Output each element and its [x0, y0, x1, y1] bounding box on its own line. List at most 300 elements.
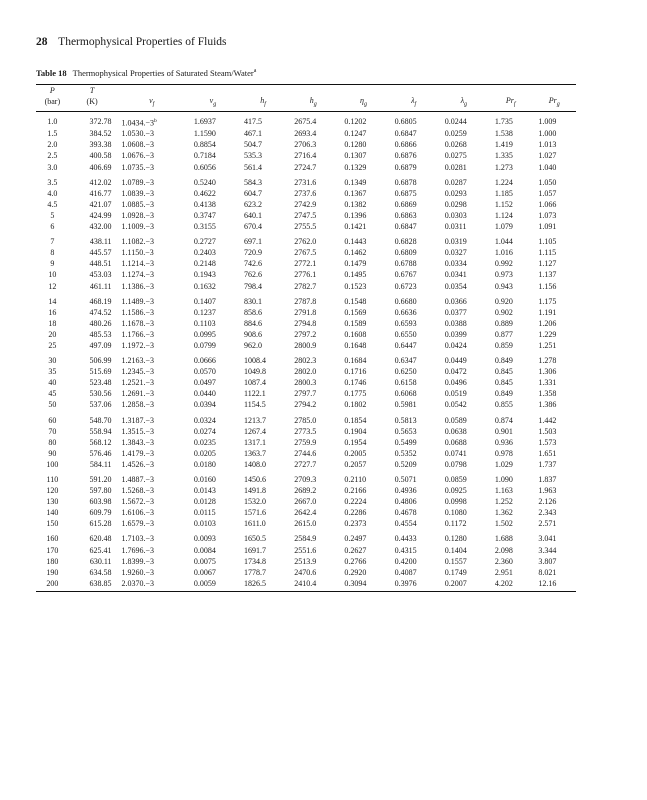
table-cell: 0.1632	[193, 281, 216, 291]
table-row	[36, 529, 576, 544]
table-cell: 2470.6	[294, 567, 317, 577]
table-row	[36, 162, 576, 173]
table-cell: 0.0067	[193, 567, 216, 577]
table-cell: 0.1495	[344, 270, 367, 280]
table-cell: 2767.5	[294, 248, 317, 258]
table-cell: 1571.6	[244, 508, 267, 518]
table-cell: 625.41	[89, 545, 112, 555]
col-pressure-unit: (bar)	[36, 96, 69, 111]
table-cell: 1.009	[538, 117, 557, 127]
table-cell: 4.202	[489, 578, 532, 592]
table-cell: 1450.6	[244, 475, 267, 485]
page-number: 28	[36, 36, 48, 48]
table-cell: 0.0075	[193, 556, 216, 566]
table-row	[36, 399, 576, 410]
table-cell: 0.7184	[193, 151, 216, 161]
table-cell: 1.2521.−3	[121, 378, 155, 388]
table-cell: 2513.9	[294, 556, 317, 566]
table-cell: 1.115	[538, 248, 557, 258]
table-cell: 35	[48, 367, 57, 377]
table-row	[36, 173, 576, 188]
table-cell: 0.2166	[344, 486, 367, 496]
table-cell: 1.0	[47, 117, 58, 127]
table-cell: 160	[46, 534, 59, 544]
table-cell: 2727.7	[294, 459, 317, 469]
table-cell: 2.951	[494, 567, 513, 577]
table-row	[36, 269, 576, 280]
table-cell: 0.1396	[344, 210, 367, 220]
table-cell: 0.0281	[444, 162, 467, 172]
table-cell: 1.1766.−3	[121, 329, 155, 339]
table-cell: 1.362	[494, 508, 513, 518]
first-value-footnote-mark: b	[154, 117, 157, 124]
table-cell: 0.0275	[444, 151, 467, 161]
table-cell: 2642.4	[294, 508, 317, 518]
table-cell: 634.58	[89, 567, 112, 577]
table-cell: 504.7	[244, 140, 263, 150]
table-cell: 400.58	[89, 151, 112, 161]
table-cell: 0.0128	[193, 497, 216, 507]
table-cell: 0.6828	[394, 237, 417, 247]
table-cell: 0.0440	[193, 389, 216, 399]
table-cell: 130	[46, 497, 59, 507]
table-cell: 1.0839.−3	[121, 188, 155, 198]
table-cell: 962.0	[244, 340, 263, 350]
table-cell: 1.1489.−3	[121, 296, 155, 306]
table-cell: 1.688	[494, 534, 513, 544]
table-cell: 1087.4	[244, 378, 267, 388]
table-row	[36, 496, 576, 507]
table-cell: 523.48	[89, 378, 112, 388]
table-cell: 16	[48, 307, 57, 317]
table-cell: 0.6788	[394, 259, 417, 269]
table-cell: 0.0244	[444, 117, 467, 127]
table-row	[36, 258, 576, 269]
table-cell: 0.1904	[344, 426, 367, 436]
table-cell: 0.4315	[394, 545, 417, 555]
table-cell: 1.3187.−3	[121, 415, 155, 425]
table-cell: 0.2627	[344, 545, 367, 555]
table-cell: 9	[50, 259, 55, 269]
table-cell: 0.6805	[394, 117, 417, 127]
table-cell: 448.51	[89, 259, 112, 269]
table-row	[36, 377, 576, 388]
table-cell: 0.2766	[344, 556, 367, 566]
table-cell: 1.2691.−3	[121, 389, 155, 399]
table-cell: 1532.0	[244, 497, 267, 507]
table-cell: 40	[48, 378, 57, 388]
table-cell: 2744.6	[294, 448, 317, 458]
table-cell: 603.98	[89, 497, 112, 507]
table-cell: 150	[46, 519, 59, 529]
table-cell: 0.6767	[394, 270, 417, 280]
table-cell: 561.4	[244, 162, 263, 172]
table-cell: 1.358	[538, 389, 557, 399]
table-cell: 2.360	[494, 556, 513, 566]
table-cell: 1650.5	[244, 534, 267, 544]
col-prandtl-f-header: $Pr_f$	[489, 96, 532, 111]
table-cell: 1.1009.−3	[121, 222, 155, 232]
table-cell: 0.5813	[394, 415, 417, 425]
table-title: Thermophysical Properties of Saturated Steam/Water	[72, 68, 254, 78]
table-cell: 638.85	[69, 578, 116, 592]
table-cell: 12.16	[532, 578, 576, 592]
table-cell: 0.1854	[344, 415, 367, 425]
table-cell: 623.2	[244, 199, 263, 209]
table-cell: 2.343	[538, 508, 557, 518]
table-cell: 0.8854	[193, 140, 216, 150]
table-row	[36, 470, 576, 485]
table-cell: 1.079	[494, 222, 513, 232]
table-cell: 0.6347	[394, 356, 417, 366]
col-vg-header: $v_g$	[188, 96, 238, 111]
table-cell: 0.6068	[394, 389, 417, 399]
table-cell: 0.0103	[193, 519, 216, 529]
table-cell: 0.4087	[394, 567, 417, 577]
table-cell: 1611.0	[244, 519, 266, 529]
table-cell: 1.105	[538, 237, 557, 247]
table-cell: 0.1684	[344, 356, 367, 366]
table-cell: 0.4936	[394, 486, 417, 496]
table-cell: 1.6106.−3	[121, 508, 155, 518]
table-cell: 0.6636	[394, 307, 417, 317]
table-cell: 1.651	[538, 448, 557, 458]
table-cell: 0.0570	[193, 367, 216, 377]
table-cell: 1.1214.−3	[121, 259, 155, 269]
table-cell: 0.0394	[193, 400, 216, 410]
table-cell: 70	[48, 426, 57, 436]
table-cell: 0.0925	[444, 486, 467, 496]
table-cell: 0.1479	[344, 259, 367, 269]
table-cell: 537.06	[89, 400, 112, 410]
table-cell: 615.28	[89, 519, 112, 529]
table-cell: 0.0496	[444, 378, 467, 388]
table-cell: 0.1080	[444, 508, 467, 518]
table-cell: 0.6809	[394, 248, 417, 258]
table-cell: 1408.0	[244, 459, 267, 469]
table-cell: 0.0798	[444, 459, 467, 469]
table-cell: 0.2224	[344, 497, 367, 507]
table-cell: 0.1749	[444, 567, 467, 577]
table-cell: 1.6579.−3	[121, 519, 155, 529]
table-cell: 1.1150.−3	[121, 248, 154, 258]
table-cell: 1.252	[494, 497, 513, 507]
table-cell: 2802.0	[294, 367, 317, 377]
table-cell: 506.99	[89, 356, 112, 366]
table-cell: 0.2727	[193, 237, 216, 247]
table-cell: 1.1274.−3	[121, 270, 155, 280]
table-row	[36, 545, 576, 556]
table-cell: 0.6250	[394, 367, 417, 377]
table-cell: 3.0	[47, 162, 58, 172]
table-cell: 630.11	[89, 556, 112, 566]
table-cell: 1.419	[494, 140, 513, 150]
table-cell: 1.335	[494, 151, 513, 161]
table-cell: 1267.4	[244, 426, 267, 436]
table-cell: 0.4806	[394, 497, 417, 507]
table-row	[36, 111, 576, 128]
table-cell: 0.0259	[444, 129, 467, 139]
table-cell: 597.80	[89, 486, 112, 496]
table-cell: 0.0354	[444, 281, 467, 291]
table-cell: 2.0	[47, 140, 58, 150]
table-cell: 1826.5	[238, 578, 288, 592]
table-cell: 584.3	[244, 177, 263, 187]
table-cell: 0.3976	[389, 578, 439, 592]
table-cell: 1.016	[494, 248, 513, 258]
table-cell: 1.4526.−3	[121, 459, 155, 469]
table-cell: 609.79	[89, 508, 112, 518]
table-cell: 2785.0	[294, 415, 317, 425]
table-cell: 0.4433	[394, 534, 417, 544]
table-cell: 0.849	[494, 356, 513, 366]
table-cell: 3.344	[538, 545, 557, 555]
table-cell: 18	[48, 318, 57, 328]
table-row	[36, 247, 576, 258]
table-cell: 412.02	[89, 177, 112, 187]
table-cell: 0.0388	[444, 318, 467, 328]
table-cell: 1.000	[538, 129, 557, 139]
table-cell: 30	[48, 356, 57, 366]
table-cell: 2800.9	[294, 340, 317, 350]
table-cell: 2773.5	[294, 426, 317, 436]
table-cell: 1.306	[538, 367, 557, 377]
table-cell: 0.1349	[344, 177, 367, 187]
table-cell: 0.1746	[344, 378, 367, 388]
table-cell: 0.992	[494, 259, 513, 269]
table-cell: 1.127	[538, 259, 557, 269]
table-cell: 0.859	[494, 340, 513, 350]
table-row	[36, 232, 576, 247]
table-cell: 0.1569	[344, 307, 367, 317]
table-cell: 1.191	[538, 307, 557, 317]
table-row	[36, 150, 576, 161]
table-cell: 0.845	[494, 378, 513, 388]
table-row	[36, 199, 576, 210]
table-cell: 1.156	[538, 281, 557, 291]
table-row	[36, 292, 576, 307]
table-cell: 0.0160	[193, 475, 216, 485]
table-cell: 604.7	[244, 188, 263, 198]
table-cell: 0.1329	[344, 162, 367, 172]
table-cell: 0.4200	[394, 556, 417, 566]
table-cell: 742.6	[244, 259, 263, 269]
table-cell: 90	[48, 448, 57, 458]
table-cell: 2800.3	[294, 378, 317, 388]
table-label: Table 18	[36, 68, 67, 78]
table-cell: 0.6158	[394, 378, 417, 388]
table-cell: 1.029	[494, 459, 513, 469]
table-cell: 80	[48, 437, 57, 447]
table-cell: 1.5672.−3	[121, 497, 155, 507]
table-cell: 0.1404	[444, 545, 467, 555]
col-prandtl-g-header: $Pr_g$	[532, 96, 576, 111]
table-cell: 1.442	[538, 415, 557, 425]
table-cell: 0.0334	[444, 259, 467, 269]
table-cell: 908.6	[244, 329, 263, 339]
table-cell: 2.571	[538, 519, 557, 529]
table-cell: 1.737	[538, 459, 557, 469]
table-cell: 0.943	[494, 281, 513, 291]
table-cell: 2709.3	[294, 475, 317, 485]
table-row	[36, 578, 576, 592]
table-cell: 0.1954	[344, 437, 367, 447]
table-cell: 0.1421	[344, 222, 367, 232]
table-cell: 0.973	[494, 270, 513, 280]
table-cell: 1.050	[538, 177, 557, 187]
table-cell: 1.091	[538, 222, 557, 232]
table-cell: 480.26	[89, 318, 112, 328]
table-cell: $1.0434.-3^b$	[121, 117, 157, 128]
table-cell: 417.5	[244, 117, 263, 127]
table-cell: 0.2057	[344, 459, 367, 469]
table-cell: 0.1237	[193, 307, 216, 317]
table-cell: 200	[36, 578, 69, 592]
table-cell: 0.0235	[193, 437, 216, 447]
col-hg-header: $h_g$	[288, 96, 338, 111]
table-cell: 0.5240	[193, 177, 216, 187]
table-cell: 0.3094	[338, 578, 388, 592]
table-cell: 0.2148	[193, 259, 216, 269]
table-cell: 0.6869	[394, 199, 417, 209]
table-cell: 1.013	[538, 140, 557, 150]
table-cell: 0.6875	[394, 188, 417, 198]
table-cell: 1.963	[538, 486, 557, 496]
table-cell: 1.573	[538, 437, 557, 447]
table-cell: 1.2345.−3	[121, 367, 155, 377]
table-cell: 4.5	[47, 199, 58, 209]
table-cell: 2.098	[494, 545, 513, 555]
table-cell: 2706.3	[294, 140, 317, 150]
table-cell: 7	[50, 237, 55, 247]
col-hf-header: $h_f$	[238, 96, 288, 111]
col-temperature-header: T	[69, 85, 116, 97]
table-cell: 0.6593	[394, 318, 417, 328]
table-cell: 1.0789.−3	[121, 177, 155, 187]
table-cell: 1.066	[538, 199, 557, 209]
table-cell: 0.1367	[344, 188, 367, 198]
table-cell: 438.11	[89, 237, 112, 247]
table-cell: 0.6680	[394, 296, 417, 306]
table-cell: 858.6	[244, 307, 263, 317]
table-cell: 0.1557	[444, 556, 467, 566]
table-cell: 2797.2	[294, 329, 317, 339]
table-cell: 0.2007	[439, 578, 489, 592]
table-cell: 0.901	[494, 426, 513, 436]
table-cell: 2.5	[47, 151, 58, 161]
table-cell: 1.175	[538, 296, 557, 306]
table-cell: 0.1523	[344, 281, 367, 291]
table-cell: 2776.1	[294, 270, 317, 280]
table-cell: 0.6876	[394, 151, 417, 161]
table-cell: 2724.7	[294, 162, 317, 172]
table-row	[36, 351, 576, 366]
table-cell: 20	[48, 329, 57, 339]
table-row	[36, 280, 576, 291]
table-cell: 14	[48, 296, 57, 306]
table-cell: 1.7696.−3	[121, 545, 155, 555]
table-row	[36, 388, 576, 399]
table-cell: 0.5653	[394, 426, 417, 436]
table-cell: 0.1202	[344, 117, 367, 127]
table-row	[36, 411, 576, 426]
table-cell: 421.07	[89, 199, 112, 209]
table-cell: 0.6847	[394, 129, 417, 139]
table-cell: 1.8399.−3	[121, 556, 155, 566]
table-cell: 0.0472	[444, 367, 467, 377]
table-cell: 1.5	[47, 129, 58, 139]
table-row	[36, 459, 576, 470]
table-cell: 0.0205	[193, 448, 216, 458]
table-cell: 0.849	[494, 389, 513, 399]
table-cell: 1.206	[538, 318, 557, 328]
table-cell: 884.6	[244, 318, 263, 328]
table-row	[36, 437, 576, 448]
table-cell: 0.6866	[394, 140, 417, 150]
table-cell: 1.1586.−3	[121, 307, 155, 317]
table-cell: 1.5268.−3	[121, 486, 155, 496]
col-lambda-f-header: $\lambda_f$	[389, 96, 439, 111]
table-cell: 535.3	[244, 151, 263, 161]
table-cell: 670.4	[244, 222, 263, 232]
table-cell: 0.0998	[444, 497, 467, 507]
table-cell: 1778.7	[244, 567, 267, 577]
table-cell: 2755.5	[294, 222, 317, 232]
table-cell: 474.52	[89, 307, 112, 317]
table-cell: 1154.5	[244, 400, 266, 410]
table-cell: 12	[48, 281, 57, 291]
table-cell: 2772.1	[294, 259, 317, 269]
table-cell: 453.03	[89, 270, 112, 280]
table-cell: 384.52	[89, 129, 112, 139]
table-cell: 2737.6	[294, 188, 317, 198]
table-cell: 2762.0	[294, 237, 317, 247]
table-cell: 0.1648	[344, 340, 367, 350]
table-cell: 0.1589	[344, 318, 367, 328]
col-eta-header: $\eta_g$	[338, 96, 388, 111]
table-cell: 548.70	[89, 415, 112, 425]
table-cell: 0.0995	[193, 329, 216, 339]
table-cell: 0.0084	[193, 545, 216, 555]
table-cell: 60	[48, 415, 57, 425]
table-cell: 0.5499	[394, 437, 417, 447]
table-cell: 1.278	[538, 356, 557, 366]
table-cell: 0.3747	[193, 210, 216, 220]
col-vf-header: $v_f$	[116, 96, 188, 111]
table-cell: 1.331	[538, 378, 557, 388]
table-cell: 1317.1	[244, 437, 267, 447]
table-cell: 0.4678	[394, 508, 417, 518]
table-cell: 0.1280	[344, 140, 367, 150]
table-cell: 2794.2	[294, 400, 317, 410]
table-cell: 0.2110	[344, 475, 367, 485]
table-cell: 0.1382	[344, 199, 367, 209]
table-cell: 2.126	[538, 497, 557, 507]
table-cell: 0.0324	[193, 415, 216, 425]
header-row-symbols	[36, 85, 576, 97]
table-cell: 406.69	[89, 162, 112, 172]
table-cell: 1.163	[494, 486, 513, 496]
table-cell: 1.044	[494, 237, 513, 247]
table-cell: 0.0115	[193, 508, 216, 518]
table-cell: 0.0180	[193, 459, 216, 469]
table-cell: 1.229	[538, 329, 557, 339]
table-cell: 0.0298	[444, 199, 467, 209]
table-cell: 8	[50, 248, 55, 258]
table-cell: 2759.9	[294, 437, 317, 447]
table-cell: 830.1	[244, 296, 263, 306]
table-cell: 2791.8	[294, 307, 317, 317]
